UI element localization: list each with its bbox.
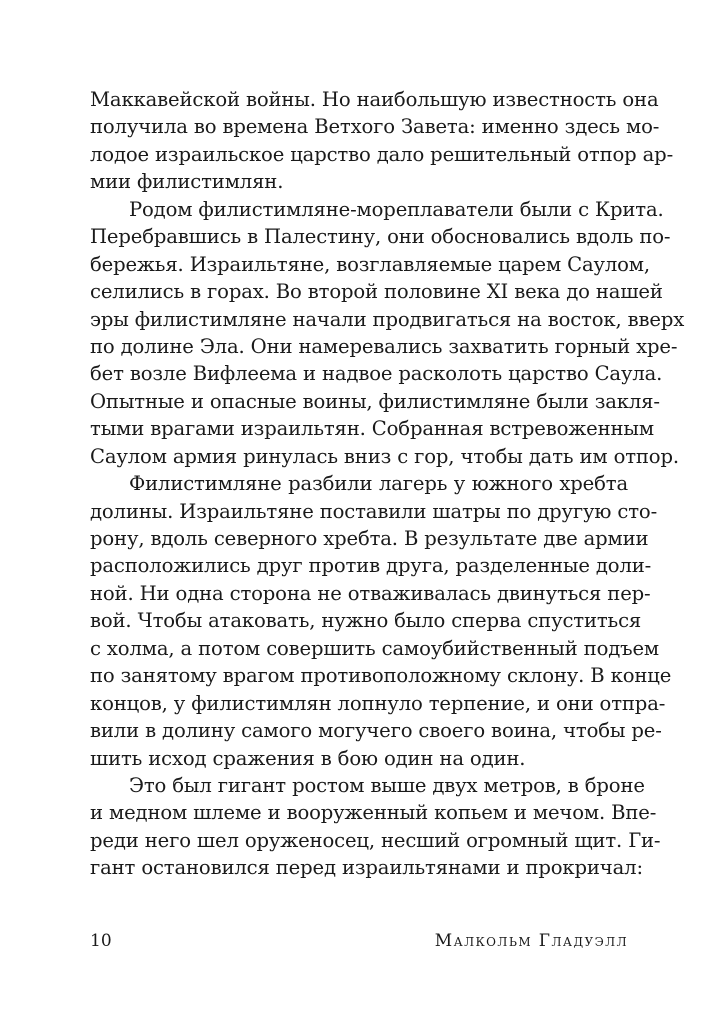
text-line: и медном шлеме и вооруженный копьем и мечом. Впе- — [90, 801, 657, 825]
text-line: по долине Эла. Они намеревались захватить горный хре- — [90, 334, 678, 358]
text-line: по занятому врагом противоположному склону. В конце — [90, 664, 672, 688]
text-line: Перебравшись в Палестину, они обосновались вдоль по- — [90, 225, 671, 249]
text-line: бережья. Израильтяне, возглавляемые царем Саулом, — [90, 252, 650, 276]
page-footer — [90, 930, 628, 952]
body-text — [90, 86, 685, 882]
text-line: эры филистимляне начали продвигаться на восток, вверх — [90, 307, 685, 331]
paragraph-first-line: Это был гигант ростом выше двух метров, в броне — [129, 773, 645, 797]
paragraph-first-line: Филистимляне разбили лагерь у южного хребта — [129, 472, 628, 496]
text-line: бет возле Вифлеема и надвое расколоть царство Саула. — [90, 362, 663, 386]
text-line: вой. Чтобы атаковать, нужно было сперва спуститься — [90, 609, 642, 633]
text-line: тыми врагами израильтян. Собранная встревоженным — [90, 417, 654, 441]
page-number: 10 — [90, 931, 112, 951]
text-line: реди него шел оруженосец, несший огромный щит. Ги- — [90, 828, 661, 852]
text-line: долины. Израильтяне поставили шатры по другую сто- — [90, 499, 658, 523]
paragraph-first-line: Родом филистимляне-мореплаватели были с Крита. — [129, 197, 664, 221]
text-line: Маккавейской войны. Но наибольшую известность она — [90, 88, 659, 111]
text-line: селились в горах. Во второй половине XI века до нашей — [90, 280, 663, 304]
text-line: Саулом армия ринулась вниз с гор, чтобы дать им отпор. — [90, 444, 679, 468]
text-line: с холма, а потом совершить самоубийственный подъем — [90, 636, 659, 660]
text-line: мии филистимлян. — [90, 170, 284, 194]
running-head-author: Малкольм Гладуэлл — [434, 931, 628, 951]
text-line: Опытные и опасные воины, филистимляне были закля- — [90, 389, 660, 413]
text-line: шить исход сражения в бою один на один. — [90, 746, 526, 770]
text-line: расположились друг против друга, разделенные доли- — [90, 554, 652, 578]
text-line: лодое израильское царство дало решительный отпор ар- — [90, 142, 674, 166]
text-line: получила во времена Ветхого Завета: именно здесь мо- — [90, 115, 660, 139]
text-line: вили в долину самого могучего своего воина, чтобы ре- — [90, 719, 662, 743]
text-line: концов, у филистимлян лопнуло терпение, и они отпра- — [90, 691, 666, 715]
text-line: гант остановился перед израильтянами и прокричал: — [90, 856, 643, 880]
text-line: ной. Ни одна сторона не отваживалась двинуться пер- — [90, 581, 651, 605]
text-line: рону, вдоль северного хребта. В результате две армии — [90, 527, 649, 550]
